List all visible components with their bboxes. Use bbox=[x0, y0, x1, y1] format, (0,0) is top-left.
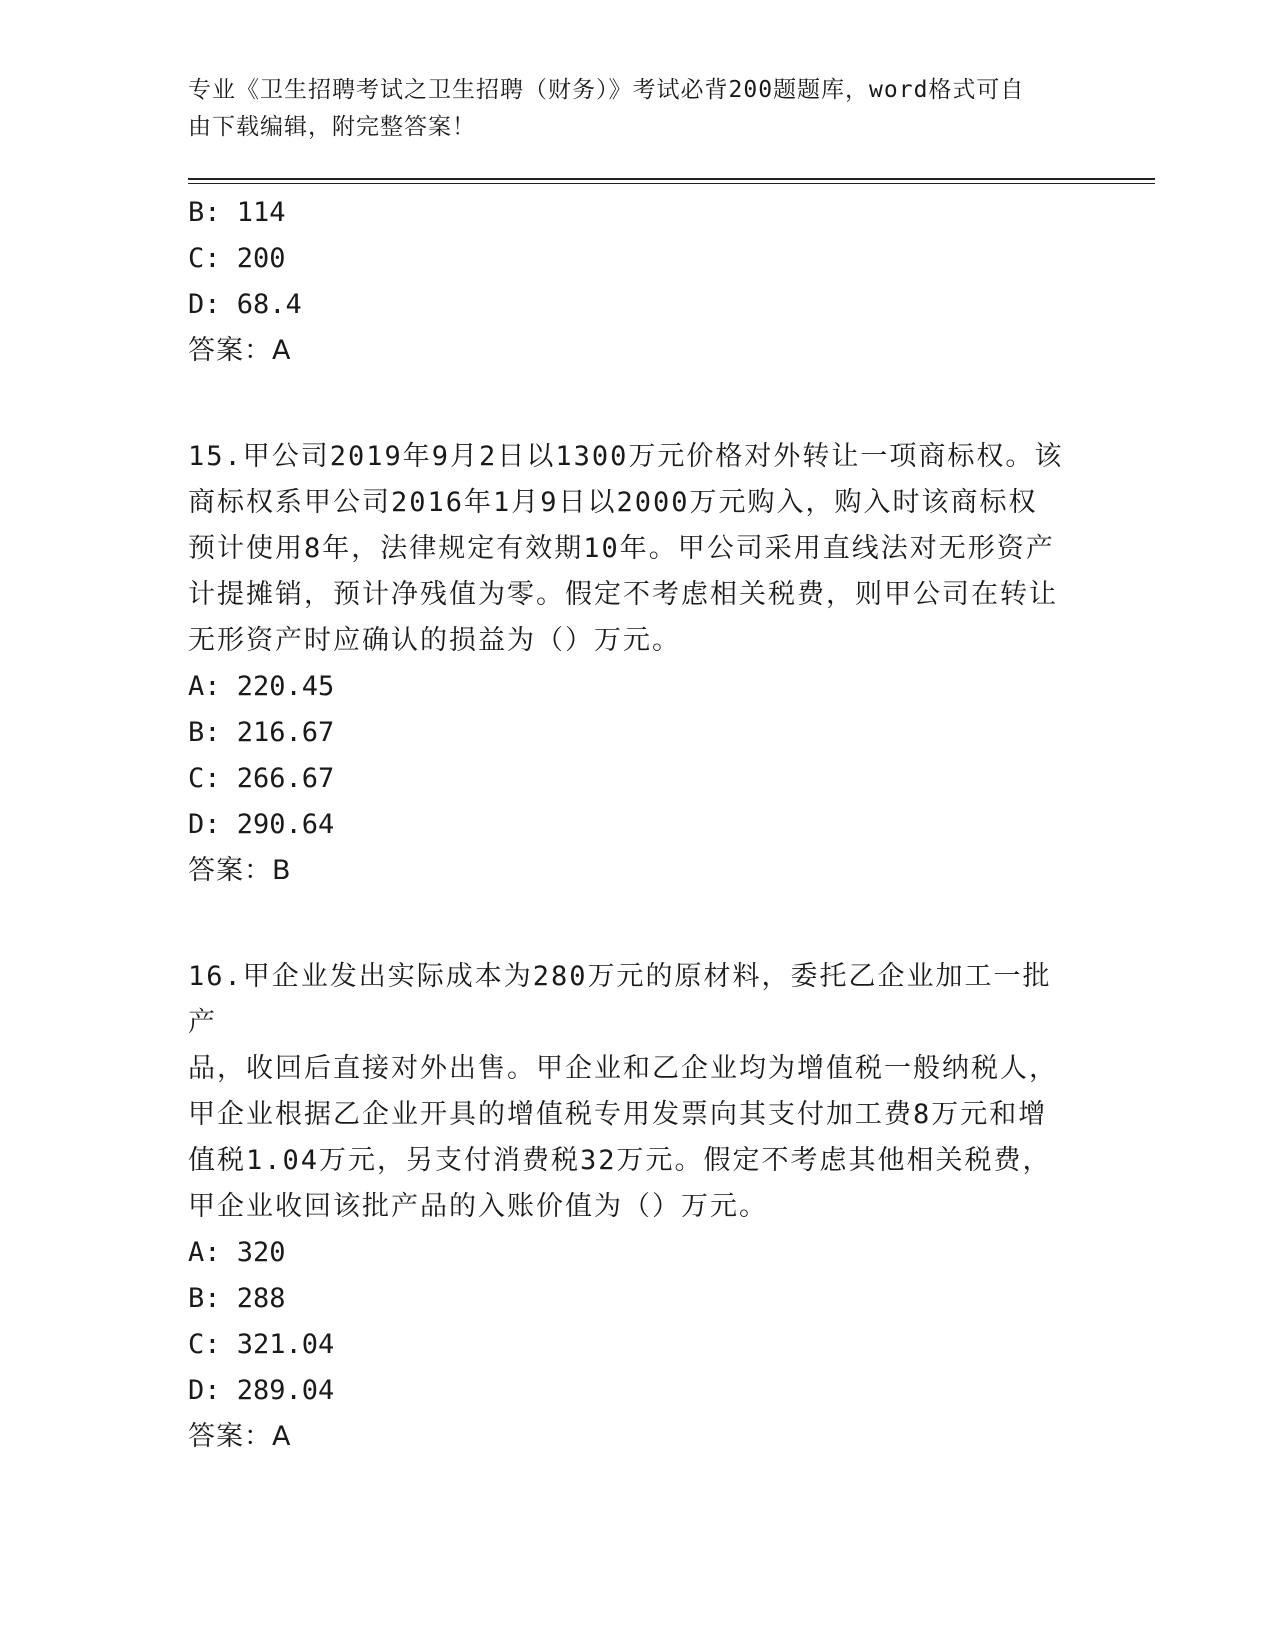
question-line: 计提摊销，预计净残值为零。假定不考虑相关税费，则甲公司在转让 bbox=[188, 579, 1058, 610]
header-rule-thick bbox=[188, 178, 1155, 180]
header-rule-thin bbox=[188, 183, 1155, 184]
option-key: D bbox=[188, 289, 205, 320]
answer-label: 答案： bbox=[188, 335, 272, 366]
option-key: D bbox=[188, 809, 205, 840]
option-text: 68.4 bbox=[236, 289, 302, 320]
question-line: 无形资产时应确认的损益为（）万元。 bbox=[188, 625, 681, 656]
header-line-1: 专业《卫生招聘考试之卫生招聘（财务）》考试必背200题题库，word格式可自 bbox=[188, 77, 1025, 103]
answer-line bbox=[188, 1414, 1088, 1460]
question-line: 15.甲公司2019年9月2日以1300万元价格对外转让一项商标权。该 bbox=[188, 441, 1064, 472]
header-line-2: 由下载编辑，附完整答案！ bbox=[188, 114, 476, 140]
option-text: 220.45 bbox=[236, 671, 335, 702]
question-text bbox=[188, 434, 1078, 664]
document-header bbox=[188, 72, 1068, 146]
option-text: 289.04 bbox=[236, 1375, 335, 1406]
option-text: 321.04 bbox=[236, 1329, 335, 1360]
option-text: 200 bbox=[236, 243, 286, 274]
question-line: 品，收回后直接对外出售。甲企业和乙企业均为增值税一般纳税人， bbox=[188, 1053, 1058, 1084]
question-15 bbox=[188, 434, 1088, 894]
option-b: B: 216.67 bbox=[188, 717, 335, 748]
option-b: B: 288 bbox=[188, 1283, 286, 1314]
question-line: 16.甲企业发出实际成本为280万元的原材料，委托乙企业加工一批产 bbox=[188, 961, 1052, 1038]
question-text bbox=[188, 954, 1078, 1230]
prev-question bbox=[188, 190, 1088, 374]
question-line: 甲企业根据乙企业开具的增值税专用发票向其支付加工费8万元和增 bbox=[188, 1099, 1048, 1130]
question-16 bbox=[188, 954, 1088, 1460]
option-c: C: 200 bbox=[188, 243, 286, 274]
answer-line bbox=[188, 848, 1088, 894]
option-text: 290.64 bbox=[236, 809, 335, 840]
option-text: 266.67 bbox=[236, 763, 335, 794]
option-b: B: 114 bbox=[188, 197, 286, 228]
option-key: A bbox=[188, 671, 205, 702]
question-number: 16. bbox=[188, 961, 243, 992]
option-d: D: 68.4 bbox=[188, 289, 302, 320]
answer-value: B bbox=[272, 855, 291, 886]
option-key: B bbox=[188, 197, 205, 228]
option-key: C bbox=[188, 243, 205, 274]
document-body bbox=[188, 190, 1088, 1460]
question-line: 甲企业收回该批产品的入账价值为（）万元。 bbox=[188, 1191, 768, 1222]
option-c: C: 266.67 bbox=[188, 763, 335, 794]
question-number: 15. bbox=[188, 441, 243, 472]
option-key: B bbox=[188, 1283, 205, 1314]
option-key: B bbox=[188, 717, 205, 748]
answer-value: A bbox=[272, 335, 291, 366]
answer-line bbox=[188, 328, 1088, 374]
answer-label: 答案： bbox=[188, 855, 272, 886]
option-text: 114 bbox=[236, 197, 286, 228]
option-d: D: 290.64 bbox=[188, 809, 335, 840]
option-c: C: 321.04 bbox=[188, 1329, 335, 1360]
question-line: 值税1.04万元，另支付消费税32万元。假定不考虑其他相关税费， bbox=[188, 1145, 1052, 1176]
question-line: 预计使用8年，法律规定有效期10年。甲公司采用直线法对无形资产 bbox=[188, 533, 1055, 564]
answer-value: A bbox=[272, 1421, 291, 1452]
option-d: D: 289.04 bbox=[188, 1375, 335, 1406]
option-key: A bbox=[188, 1237, 205, 1268]
answer-label: 答案： bbox=[188, 1421, 272, 1452]
question-line: 商标权系甲公司2016年1月9日以2000万元购入，购入时该商标权 bbox=[188, 487, 1038, 518]
option-a: A: 320 bbox=[188, 1237, 286, 1268]
option-text: 320 bbox=[236, 1237, 286, 1268]
option-text: 216.67 bbox=[236, 717, 335, 748]
option-text: 288 bbox=[236, 1283, 286, 1314]
option-a: A: 220.45 bbox=[188, 671, 335, 702]
option-key: D bbox=[188, 1375, 205, 1406]
option-key: C bbox=[188, 1329, 205, 1360]
option-key: C bbox=[188, 763, 205, 794]
